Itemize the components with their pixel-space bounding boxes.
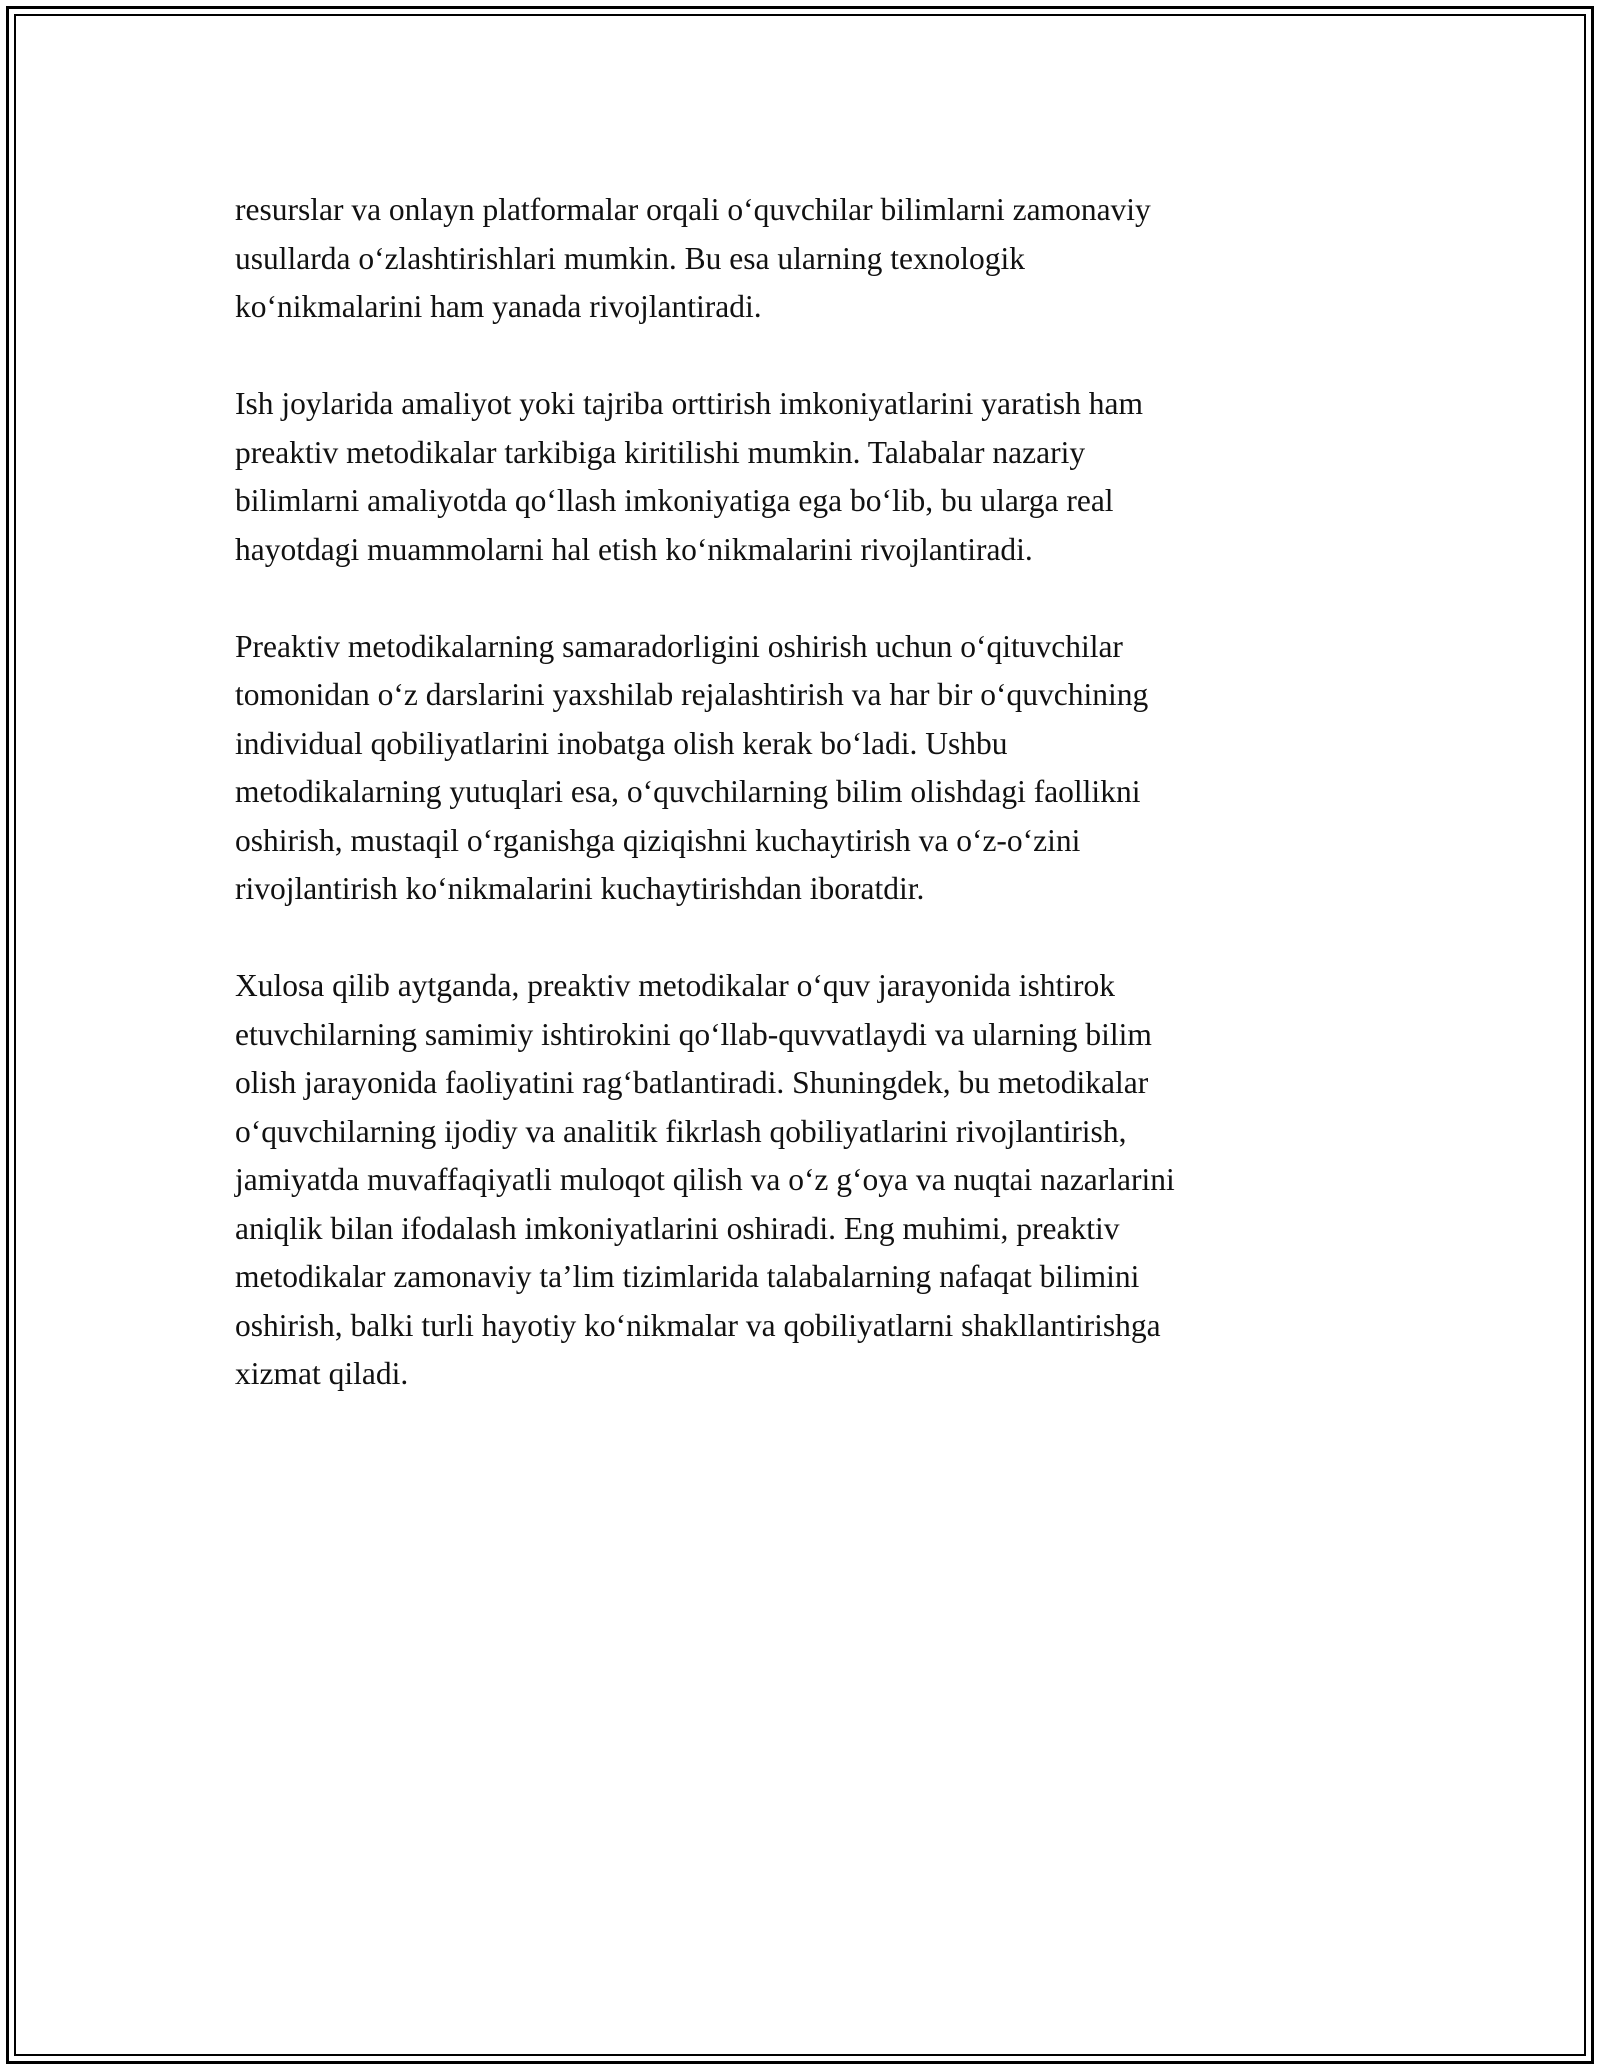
text-line: olish jarayonida faoliyatini rag‘batlantiradi. Shuningdek, bu metodikalar — [235, 1065, 1149, 1100]
text-line: rivojlantirish ko‘nikmalarini kuchaytirishdan iboratdir. — [235, 871, 925, 906]
text-line: o‘quvchilarning ijodiy va analitik fikrlash qobiliyatlarini rivojlantirish, — [235, 1113, 1127, 1149]
text-line: oshirish, mustaqil o‘rganishga qiziqishni kuchaytirish va o‘z-o‘zini — [235, 822, 1081, 858]
text-line: tomonidan o‘z darslarini yaxshilab rejalashtirish va har bir o‘quvchining — [235, 677, 1149, 712]
paragraph — [235, 186, 1365, 332]
text-line: metodikalar zamonaviy ta’lim tizimlarida talabalarning nafaqat bilimini — [235, 1259, 1140, 1294]
text-line: etuvchilarning samimiy ishtirokini qo‘llab-quvvatlaydi va ularning bilim — [235, 1016, 1152, 1052]
paragraph — [235, 623, 1365, 914]
text-line: Ish joylarida amaliyot yoki tajriba orttirish imkoniyatlarini yaratish ham — [235, 386, 1144, 421]
text-line: metodikalarning yutuqlari esa, o‘quvchilarning bilim olishdagi faollikni — [235, 774, 1141, 809]
text-line: usullarda o‘zlashtirishlari mumkin. Bu esa ularning texnologik — [235, 240, 1025, 276]
text-line: preaktiv metodikalar tarkibiga kiritilishi mumkin. Talabalar nazariy — [235, 434, 1086, 470]
text-line: individual qobiliyatlarini inobatga olish kerak bo‘ladi. Ushbu — [235, 725, 1008, 761]
text-line: hayotdagi muammolarni hal etish ko‘nikmalarini rivojlantiradi. — [235, 531, 1033, 567]
text-line: Xulosa qilib aytganda, preaktiv metodikalar o‘quv jarayonida ishtirok — [235, 968, 1116, 1003]
text-line: aniqlik bilan ifodalash imkoniyatlarini oshiradi. Eng muhimi, preaktiv — [235, 1210, 1120, 1246]
text-line: resurslar va onlayn platformalar orqali o‘quvchilar bilimlarni zamonaviy — [235, 192, 1151, 227]
text-line: oshirish, balki turli hayotiy ko‘nikmalar va qobiliyatlarni shakllantirishga — [235, 1307, 1161, 1343]
text-line: xizmat qiladi. — [235, 1356, 409, 1391]
text-line: jamiyatda muvaffaqiyatli muloqot qilish va o‘z g‘oya va nuqtai nazarlarini — [235, 1162, 1175, 1197]
document-body — [235, 186, 1365, 1447]
text-line: Preaktiv metodikalarning samaradorligini oshirish uchun o‘qituvchilar — [235, 628, 1123, 664]
text-line: bilimlarni amaliyotda qo‘llash imkoniyatiga ega bo‘lib, bu ularga real — [235, 483, 1114, 518]
text-line: ko‘nikmalarini ham yanada rivojlantiradi. — [235, 289, 762, 324]
paragraph — [235, 962, 1365, 1399]
paragraph — [235, 380, 1365, 574]
